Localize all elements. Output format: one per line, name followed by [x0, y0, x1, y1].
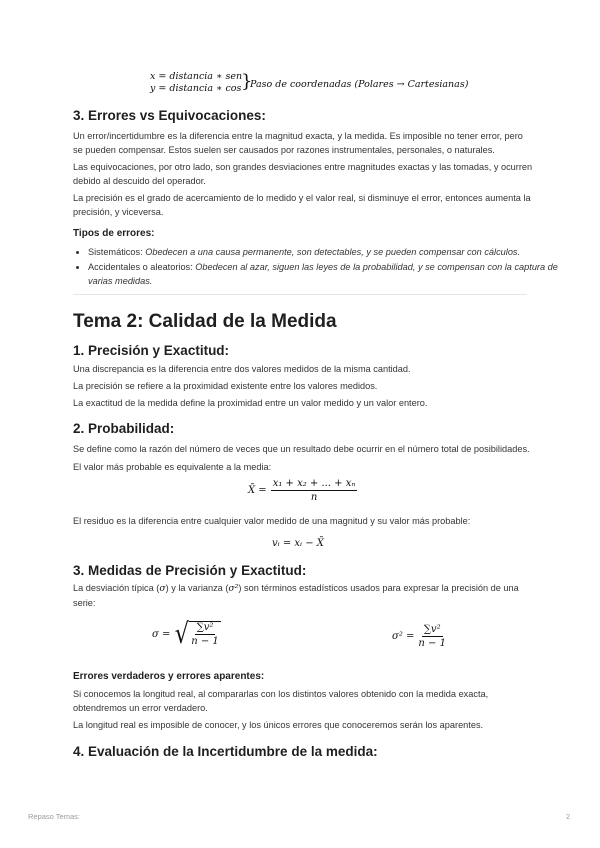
section-heading-evaluacion-incertidumbre: 4. Evaluación de la Incertidumbre de la medida:: [73, 744, 378, 759]
std-deviation-formula: σ = √ $\frac{\text{∑v²}}{n - 1}$: [152, 617, 219, 650]
paragraph-desviacion-varianza: La desviación típica (σ) y la varianza (σ²) son términos estadísticos usados para expresar la precisión de una serie:: [73, 583, 519, 608]
polar-cartesian-formula: [150, 71, 242, 95]
subheading-tipos-errores: Tipos de errores:: [73, 228, 155, 239]
paragraph-error-aparente: La longitud real es imposible de conocer, y los únicos errores que conoceremos serán los aparentes.: [73, 720, 484, 730]
page-title-tema2: Tema 2: Calidad de la Medida: [73, 311, 337, 332]
list-item: • Accidentales o aleatorios: Obedecen al azar, siguen las leyes de la probabilidad, y se compensan con la captura de varias medidas.: [88, 260, 558, 288]
paragraph-discrepancia: Una discrepancia es la diferencia entre dos valores medidos de la misma cantidad.: [73, 364, 411, 374]
footer-title: Repaso Temas:: [28, 812, 80, 821]
paragraph-precision: La precisión es el grado de acercamiento de lo medido y el valor real, si disminuye el error, entonces aumenta la precisión, y viceversa.: [73, 193, 531, 217]
section-heading-errores: 3. Errores vs Equivocaciones:: [73, 108, 266, 123]
paragraph-error-verdadero: Si conocemos la longitud real, al compararlas con los distintos valores obtenido con la medida exacta, obtendremos un error verdadero.: [73, 689, 489, 713]
section-heading-medidas-precision: 3. Medidas de Precisión y Exactitud:: [73, 563, 307, 578]
list-item: • Sistemáticos: Obedecen a una causa permanente, son detectables, y se pueden compensar con cálculos.: [88, 245, 558, 259]
paragraph-probabilidad-def: Se define como la razón del número de veces que un resultado debe ocurrir en el número total de posibilidades.: [73, 444, 530, 454]
formula-line-x: x = distancia ∗ sen: [150, 71, 243, 82]
paragraph-error-definition: Un error/incertidumbre es la diferencia entre la magnitud exacta, y la medida. Es imposible no tener error, pero se pueden compensar. Estos suelen ser causados por razones instrumentales, personales, o naturales.: [73, 131, 523, 155]
sqrt-icon: √: [175, 617, 190, 650]
formula-brace: }: [241, 71, 253, 92]
section-heading-probabilidad: 2. Probabilidad:: [73, 421, 175, 436]
paragraph-valor-probable: El valor más probable es equivalente a la media:: [73, 462, 272, 472]
page-number: 2: [566, 812, 571, 821]
formula-label: Paso de coordenadas (Polares → Cartesianas): [250, 79, 469, 90]
error-types-list: [73, 245, 558, 289]
paragraph-residuo: El residuo es la diferencia entre cualquier valor medido de una magnitud y su valor más probable:: [73, 516, 471, 526]
paragraph-precision-def: La precisión se refiere a la proximidad existente entre los valores medidos.: [73, 381, 378, 391]
mean-formula: X̄ = $\frac{\text{x₁ + x₂ + ... + xₙ}}{n}$: [248, 478, 356, 503]
paragraph-exactitud-def: La exactitud de la medida define la proximidad entre un valor medido y un valor entero.: [73, 398, 428, 408]
section-heading-precision-exactitud: 1. Precisión y Exactitud:: [73, 343, 230, 358]
residual-formula: vᵢ = xᵢ − X̄: [272, 538, 324, 549]
section-divider: [73, 294, 527, 295]
variance-formula: σ² = $\frac{\text{∑v²}}{n - 1}$: [392, 624, 446, 649]
paragraph-equivocaciones: Las equivocaciones, por otro lado, son grandes desviaciones entre magnitudes exactas y las tomadas, y ocurren debido al descuido del operador.: [73, 162, 533, 186]
formula-line-y: y = distancia ∗ cos: [150, 83, 242, 94]
subheading-errores-verdaderos: Errores verdaderos y errores aparentes:: [73, 671, 265, 682]
